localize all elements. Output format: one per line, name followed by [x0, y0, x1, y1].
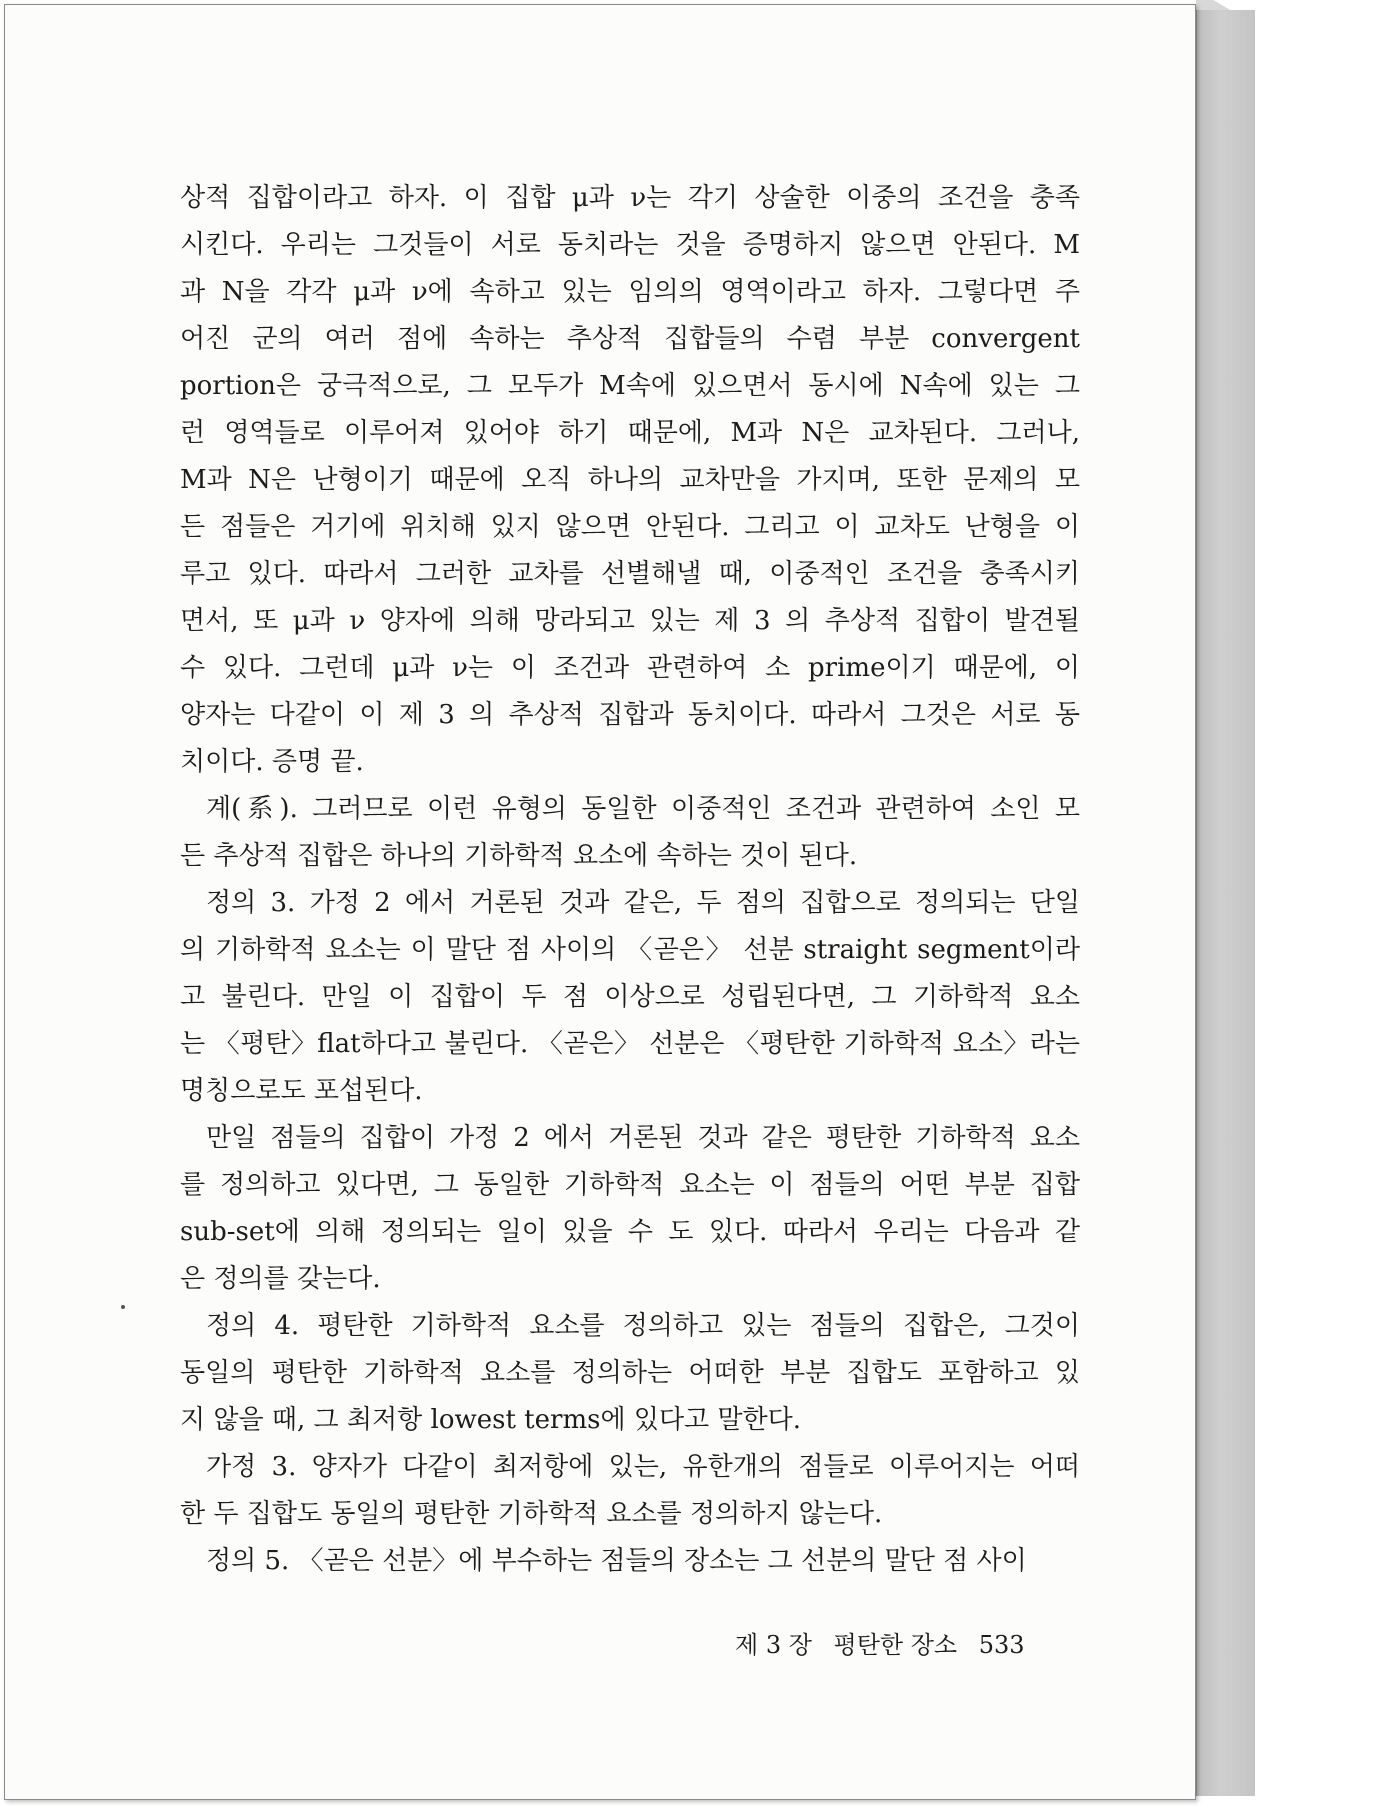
- text-line: 의 기하학적 요소는 이 말단 점 사이의 〈곧은〉 선분 straight segment이라: [180, 935, 1080, 965]
- page-body: [180, 175, 1080, 1585]
- definition-3-line: 정의 3. 가정 2 에서 거론된 것과 같은, 두 점의 집합으로 정의되는 단일: [206, 888, 1080, 918]
- text-line: 를 정의하고 있다면, 그 동일한 기하학적 요소는 이 점들의 어떤 부분 집합: [180, 1170, 1080, 1200]
- text-line: 과 N을 각각 μ과 ν에 속하고 있는 임의의 영역이라고 하자. 그렇다면 주: [180, 277, 1080, 307]
- text-line: 수 있다. 그런데 μ과 ν는 이 조건과 관련하여 소 prime이기 때문에, 이: [180, 653, 1080, 683]
- text-line: 고 불린다. 만일 이 집합이 두 점 이상으로 성립된다면, 그 기하학적 요소: [180, 982, 1080, 1012]
- book-page-edge: [1196, 10, 1255, 1796]
- text-line: 는 〈평탄〉flat하다고 불린다. 〈곧은〉 선분은 〈평탄한 기하학적 요소〉라는: [180, 1029, 1080, 1059]
- text-line: 든 점들은 거기에 위치해 있지 않으면 안된다. 그리고 이 교차도 난형을 이: [180, 512, 1080, 542]
- text-line: portion은 궁극적으로, 그 모두가 M속에 있으면서 동시에 N속에 있는 그: [180, 371, 1080, 401]
- text-line: sub-set에 의해 정의되는 일이 있을 수 도 있다. 따라서 우리는 다음과 같: [180, 1217, 1080, 1247]
- text-line: 런 영역들로 이루어져 있어야 하기 때문에, M과 N은 교차된다. 그러나,: [180, 418, 1080, 448]
- text-line: 명칭으로도 포섭된다.: [180, 1076, 423, 1106]
- text-line: 시킨다. 우리는 그것들이 서로 동치라는 것을 증명하지 않으면 안된다. M: [180, 230, 1080, 260]
- postulate-3-line: 가정 3. 양자가 다같이 최저항에 있는, 유한개의 점들로 이루어지는 어떠: [206, 1452, 1080, 1482]
- text-line: 치이다. 증명 끝.: [180, 747, 364, 777]
- text-line: 든 추상적 집합은 하나의 기하학적 요소에 속하는 것이 된다.: [180, 841, 858, 871]
- text-line: M과 N은 난형이기 때문에 오직 하나의 교차만을 가지며, 또한 문제의 모: [180, 465, 1080, 495]
- text-line: 양자는 다같이 이 제 3 의 추상적 집합과 동치이다. 따라서 그것은 서로 동: [180, 700, 1080, 730]
- scan-speck: [121, 1305, 125, 1309]
- text-line: 루고 있다. 따라서 그러한 교차를 선별해낼 때, 이중적인 조건을 충족시키: [180, 559, 1080, 589]
- text-line: 상적 집합이라고 하자. 이 집합 μ과 ν는 각기 상술한 이중의 조건을 충족: [180, 183, 1080, 213]
- chapter-title: 평탄한 장소: [833, 1631, 958, 1659]
- definition-5-line: 정의 5. 〈곧은 선분〉에 부수하는 점들의 장소는 그 선분의 말단 점 사이: [206, 1546, 1027, 1576]
- text-line: 면서, 또 μ과 ν 양자에 의해 망라되고 있는 제 3 의 추상적 집합이 발견될: [180, 606, 1080, 636]
- chapter-label: 제 3 장: [735, 1631, 812, 1659]
- corollary-line: 계(系). 그러므로 이런 유형의 동일한 이중적인 조건과 관련하여 소인 모: [206, 794, 1080, 824]
- text-line: 은 정의를 갖는다.: [180, 1264, 381, 1294]
- text-line: 동일의 평탄한 기하학적 요소를 정의하는 어떠한 부분 집합도 포함하고 있: [180, 1358, 1080, 1388]
- page-footer: [735, 1625, 1055, 1660]
- book-page: [4, 4, 1196, 1800]
- paragraph-start-line: 만일 점들의 집합이 가정 2 에서 거론된 것과 같은 평탄한 기하학적 요소: [206, 1123, 1080, 1153]
- text-line: 어진 군의 여러 점에 속하는 추상적 집합들의 수렴 부분 convergent: [180, 324, 1080, 354]
- definition-4-line: 정의 4. 평탄한 기하학적 요소를 정의하고 있는 점들의 집합은, 그것이: [206, 1311, 1080, 1341]
- page-number: 533: [978, 1631, 1025, 1659]
- text-line: 지 않을 때, 그 최저항 lowest terms에 있다고 말한다.: [180, 1405, 802, 1435]
- text-line: 한 두 집합도 동일의 평탄한 기하학적 요소를 정의하지 않는다.: [180, 1499, 883, 1529]
